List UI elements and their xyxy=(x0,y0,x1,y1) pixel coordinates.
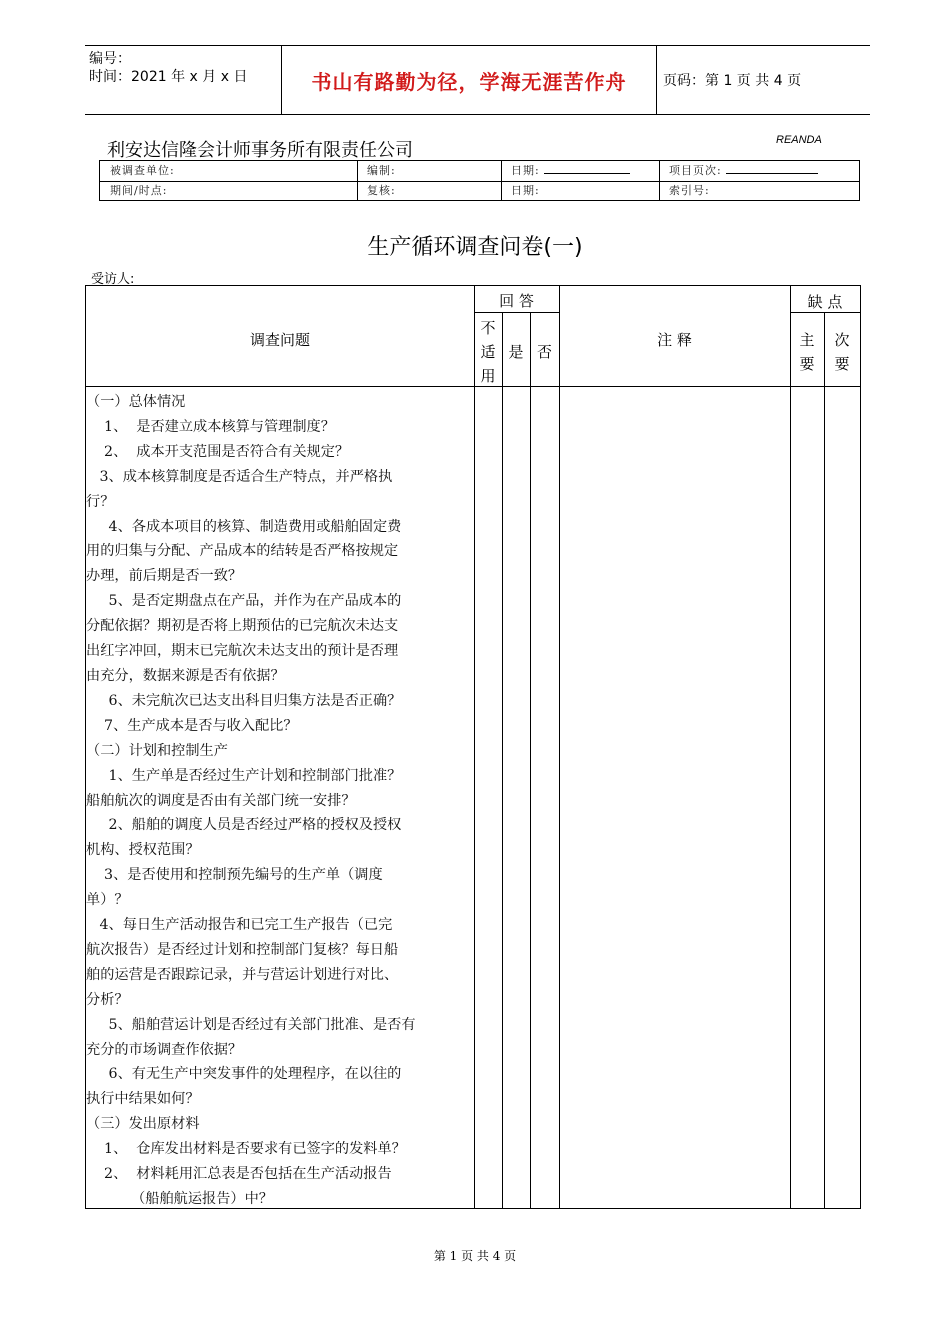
project-page-label: 项目页次: xyxy=(659,161,859,181)
prepared-by-label: 编制: xyxy=(367,164,396,177)
info-divider xyxy=(501,161,502,200)
question-line: 7、生产成本是否与收入配比？ xyxy=(86,717,298,734)
col-divider xyxy=(502,312,503,1208)
question-line: 舶的运营是否跟踪记录，并与营运计划进行对比、 xyxy=(86,966,399,983)
minor-header: 次 要 xyxy=(834,331,850,373)
question-line: 5、船舶营运计划是否经过有关部门批准、是否有 xyxy=(86,1016,416,1033)
info-row-1 xyxy=(100,161,859,182)
date-label-2: 日期: xyxy=(511,184,540,197)
note-header: 注 释 xyxy=(657,331,692,349)
audited-unit-label: 被调查单位: xyxy=(110,164,175,177)
header-banner xyxy=(85,45,870,115)
question-line: 分析？ xyxy=(86,991,129,1008)
not-applicable-header: 不 适 用 xyxy=(480,319,496,385)
question-line: 1、 是否建立成本核算与管理制度？ xyxy=(86,418,335,435)
question-line: 3、成本核算制度是否适合生产特点，并严格执 xyxy=(86,468,393,485)
question-line: 分配依据？期初是否将上期预估的已完航次未达支 xyxy=(86,618,399,635)
question-line: 由充分，数据来源是否有依据？ xyxy=(86,667,285,684)
question-line: 充分的市场调查作依据？ xyxy=(86,1041,243,1058)
question-line: 5、是否定期盘点在产品，并作为在产品成本的 xyxy=(86,593,402,610)
col-divider xyxy=(530,312,531,1208)
question-line: 1、生产单是否经过生产计划和控制部门批准？ xyxy=(86,767,402,784)
question-line: 出红字冲回，期末已完航次未达支出的预计是否理 xyxy=(86,643,399,660)
info-divider xyxy=(659,161,660,200)
question-line: 行？ xyxy=(86,493,115,510)
interviewee-label: 受访人: xyxy=(91,272,135,287)
audit-info-table xyxy=(99,160,860,201)
motto: 书山有路勤为径，学海无涯苦作舟 xyxy=(281,46,657,114)
page-footer: 第 1 页 共 4 页 xyxy=(433,1249,517,1263)
question-line: 用的归集与分配、产品成本的结转是否严格按规定 xyxy=(86,543,399,560)
question-line: 执行中结果如何？ xyxy=(86,1091,200,1108)
page-info: 页码：第 1 页 共 4 页 xyxy=(663,73,802,89)
info-row-2 xyxy=(100,181,859,201)
yes-header: 是 xyxy=(508,343,524,361)
question-list xyxy=(86,390,476,1212)
question-line: 3、是否使用和控制预先编号的生产单（调度 xyxy=(86,867,383,884)
page-title: 生产循环调查问卷(一) xyxy=(367,235,583,260)
time-label: 时间：2021 年 x 月 x 日 xyxy=(89,69,248,85)
defect-header: 缺 点 xyxy=(807,293,843,311)
question-line: （二）计划和控制生产 xyxy=(86,742,228,759)
question-line: 6、未完航次已达支出科目归集方法是否正确？ xyxy=(86,692,402,709)
company-name: 利安达信隆会计师事务所有限责任公司 xyxy=(107,140,413,161)
no-header: 否 xyxy=(536,343,552,361)
question-line: 2、 成本开支范围是否符合有关规定？ xyxy=(86,443,350,460)
question-line: 2、船舶的调度人员是否经过严格的授权及授权 xyxy=(86,817,402,834)
col-divider xyxy=(824,312,825,1208)
serial-label: 编号： xyxy=(89,51,131,67)
question-line: 6、有无生产中突发事件的处理程序，在以往的 xyxy=(86,1066,402,1083)
question-line: 单）？ xyxy=(86,892,129,909)
question-line: （船舶航运报告）中？ xyxy=(86,1191,273,1207)
question-line: 1、 仓库发出材料是否要求有已签字的发料单？ xyxy=(86,1141,406,1158)
col-divider xyxy=(559,286,560,1208)
date-underline-1 xyxy=(544,161,630,174)
question-line: （一）总体情况 xyxy=(86,394,186,410)
period-label: 期间/时点: xyxy=(110,184,168,197)
question-header: 调查问题 xyxy=(249,331,310,349)
banner-meta xyxy=(85,46,281,118)
index-no-label: 索引号: xyxy=(669,184,710,197)
project-page-underline xyxy=(726,161,818,174)
info-divider xyxy=(357,161,358,200)
question-line: 2、 材料耗用汇总表是否包括在生产活动报告 xyxy=(86,1166,392,1183)
question-line: 机构、授权范围？ xyxy=(86,842,200,859)
brand-logo-text: REANDA xyxy=(776,134,822,146)
question-line: 4、每日生产活动报告和已完工生产报告（已完 xyxy=(86,917,393,934)
header-divider xyxy=(474,312,559,313)
header-divider xyxy=(790,312,860,313)
date-label-1: 日期: xyxy=(501,161,659,181)
reviewed-by-label: 复核: xyxy=(367,184,396,197)
col-divider xyxy=(790,286,791,1208)
question-line: 办理，前后期是否一致？ xyxy=(86,568,243,585)
question-line: 船舶航次的调度是否由有关部门统一安排？ xyxy=(86,792,356,809)
answer-header: 回 答 xyxy=(499,292,534,310)
question-line: 4、各成本项目的核算、制造费用或船舶固定费 xyxy=(86,518,402,535)
header-bottom-line xyxy=(86,386,860,387)
major-header: 主 要 xyxy=(799,331,815,373)
question-line: 航次报告）是否经过计划和控制部门复核？每日船 xyxy=(86,941,399,958)
question-line: （三）发出原材料 xyxy=(86,1116,200,1133)
survey-table xyxy=(85,285,861,1209)
